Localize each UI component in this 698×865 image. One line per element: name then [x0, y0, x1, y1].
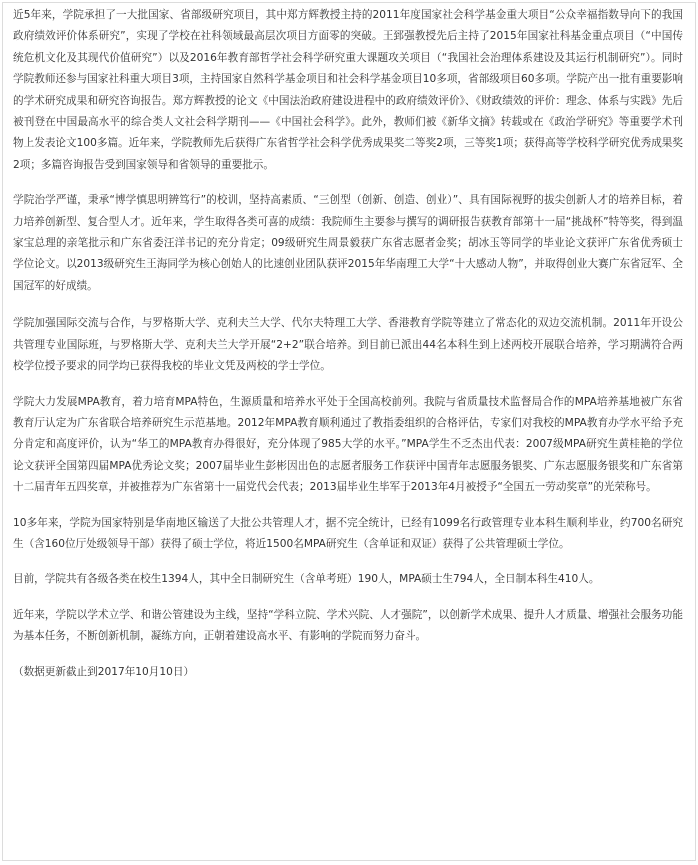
data-update-note: （数据更新截止到2017年10月10日）	[13, 665, 195, 678]
paragraph-current-students: 目前，学院共有各级各类在校生1394人，其中全日制研究生（含单考班）190人，MPA硕士生794人，全日制本科生410人。	[13, 573, 600, 586]
document-body	[2, 2, 696, 861]
paragraph-talent-cultivation: 学院治学严谨，秉承“博学慎思明辨笃行”的校训，坚持高素质、“三创型（创新、创造、创业）”、具有国际视野的拔尖创新人才的培养目标，着力培养创新型、复合型人才。近年来，学生取得各类可喜的成绩：我院师生主要参与撰写的调研报告获教育部第十一届“挑战杯”特等奖，得到温家宝总理的亲笔批示和广东省委汪洋书记的充分肯定；09级研究生周景毅获广东省志愿者金奖；胡冰玉等同学的毕业论文获评广东省优秀硕士学位论文。以2013级研究生王海同学为核心创始人的比速创业团队获评2015年华南理工大学“十大感动人物”，并取得创业大赛广东省冠军、全国冠军的好成绩。	[13, 194, 683, 292]
paragraph-mpa-education: 学院大力发展MPA教育，着力培育MPA特色，生源质量和培养水平处于全国高校前列。我院与省质量技术监督局合作的MPA培养基地被广东省教育厅认定为广东省联合培养研究生示范基地。2012年MPA教育顺利通过了教指委组织的合格评估，专家们对我校的MPA教育办学水平给予充分肯定和高度评价，认为“华工的MPA教育办得很好，充分体现了985大学的水平。”MPA学生不乏杰出代表：2007级MPA研究生黄桂艳的学位论文获评全国第四届MPA优秀论文奖；2007届毕业生彭彬因出色的志愿者服务工作获评中国青年志愿服务银奖、广东志愿服务银奖和广东省第十二届青年五四奖章，并被推荐为广东省第十一届党代会代表；2013届毕业生毕军于2013年4月被授予“全国五一劳动奖章”的光荣称号。	[13, 395, 683, 494]
paragraph-international-exchange: 学院加强国际交流与合作，与罗格斯大学、克利夫兰大学、代尔夫特理工大学、香港教育学院等建立了常态化的双边交流机制。2011年开设公共管理专业国际班，与罗格斯大学、克利夫兰大学开展“2+2”联合培养。到目前已派出44名本科生到上述两校开展联合培养，学习期满符合两校学位授予要求的同学均已获得我校的毕业文凭及两校的学士学位。	[13, 317, 683, 373]
paragraph-mission: 近年来，学院以学术立学、和谐公管建设为主线，坚持“学科立院、学术兴院、人才强院”，以创新学术成果、提升人才质量、增强社会服务功能为基本任务，不断创新机制，凝练方向，正朝着建设高水平、有影响的学院而努力奋斗。	[13, 608, 683, 643]
paragraph-research: 近5年来，学院承担了一大批国家、省部级研究项目，其中郑方辉教授主持的2011年度国家社会科学基金重大项目“公众幸福指数导向下的我国政府绩效评价体系研究”，实现了学校在社科领域最高层次项目方面零的突破。王郅强教授先后主持了2015年国家社科基金重点项目（“中国传统危机文化及其现代价值研究”）以及2016年教育部哲学社会科学研究重大课题攻关项目（“我国社会治理体系建设及其运行机制研究”）。同时学院教师还参与国家社科重大项目3项，主持国家自然科学基金项目和社会科学基金项目10多项，省部级项目60多项。学院产出一批有重要影响的学术研究成果和研究咨询报告。郑方辉教授的论文《中国法治政府建设进程中的政府绩效评价》、《财政绩效的评价：理念、体系与实践》先后被刊登在中国最高水平的综合类人文社会科学期刊——《中国社会科学》。此外，教师们被《新华文摘》转载或在《政治学研究》等重要学术刊物上发表论文100多篇。近年来，学院教师先后获得广东省哲学社会科学优秀成果奖二等奖2项，三等奖1项；获得高等学校科学研究优秀成果奖2项；多篇咨询报告受到国家领导和省领导的重要批示。	[13, 9, 683, 171]
paragraph-graduates: 10多年来，学院为国家特别是华南地区输送了大批公共管理人才，据不完全统计，已经有1099名行政管理专业本科生顺利毕业，约700名研究生（含160位厅处级领导干部）获得了硕士学位，将近1500名MPA研究生（含单证和双证）获得了公共管理硕士学位。	[13, 516, 683, 550]
